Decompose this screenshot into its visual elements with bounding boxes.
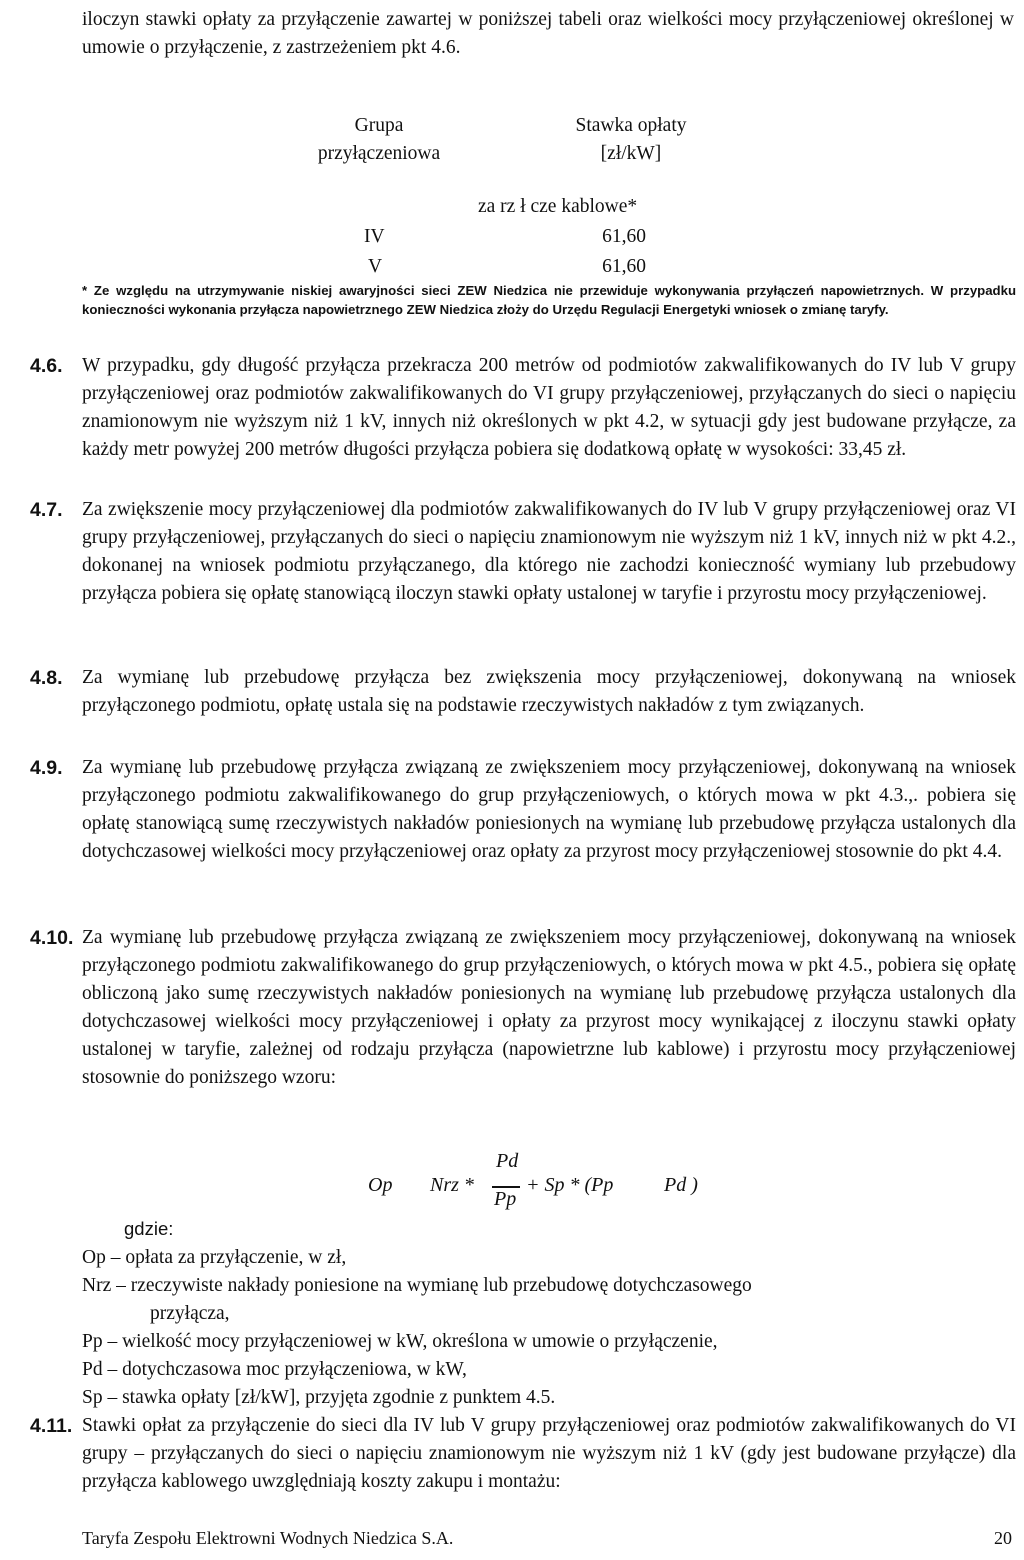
section-text: Za wymianę lub przebudowę przyłącza związaną ze zwiększeniem mocy przyłączeniowej, dokonywaną na wniosek przyłączonego podmiotu zakwalifikowanego do grup przyłączeniowych, o których mowa w pkt 4.5., pobiera się opłatę obliczoną jako sumę rzeczywistych nakładów poniesionych na wymianę lub przebudowę przyłącza ustalonych dla dotychczasowej wielkości mocy przyłączeniowej i opłaty za przyrost mocy wynikającej z iloczynu stawki opłaty ustalonej w taryfie, zależnej od rodzaju przyłącza (napowietrzne lub kablowe) i przyrostu mocy przyłączeniowej stosownie do poniższego wzoru: [82,927,1016,1088]
table-header-group [296,112,462,168]
table-row-rate: 61,60 [602,256,646,277]
table-header-rate [540,112,722,168]
header-rate-line1: Stawka opłaty [575,115,687,136]
formula-nrz: Nrz * [430,1174,474,1196]
table-row-group: V [368,256,383,277]
section-text: Za wymianę lub przebudowę przyłącza bez zwiększenia mocy przyłączeniowej, dokonywaną na wniosek przyłączonego podmiotu, opłatę ustala się na podstawie rzeczywistych nakładów z tym związanych. [82,667,1016,716]
definition-pd: Pd – dotychczasowa moc przyłączeniowa, w kW, [82,1359,467,1380]
definition-nrz-cont: przyłącza, [150,1303,230,1324]
section-number: 4.7. [30,499,63,521]
section-number: 4.6. [30,355,63,377]
table-subheader: za rz ł cze kablowe* [478,196,638,217]
section-text: Za wymianę lub przebudowę przyłącza związaną ze zwiększeniem mocy przyłączeniowej, dokonywaną na wniosek przyłączonego podmiotu zakwalifikowanego do grup przyłączeniowych, o których mowa w pkt 4.3.,. pobiera się opłatę stanowiącą sumę rzeczywistych nakładów poniesionych na wymianę lub przebudowę przyłącza ustalonych dla dotychczasowej wielkości mocy przyłączeniowej oraz opłaty za przyrost mocy przyłączeniowej stosownie do pkt 4.4. [82,757,1016,862]
formula-rest: + Sp * (Pp [526,1174,614,1196]
section-number: 4.8. [30,667,63,689]
formula-numerator: Pd [496,1150,519,1172]
formula [368,1150,728,1210]
header-group-line1: Grupa [354,115,404,136]
section-text: W przypadku, gdy długość przyłącza przekracza 200 metrów od podmiotów zakwalifikowanych do IV lub V grupy przyłączeniowej oraz podmiotów zakwalifikowanych do VI grupy przyłączeniowej, przyłączanych do sieci o napięciu znamionowym nie wyższym niż 1 kV, innych niż określonych w pkt 4.2, w sytuacji gdy jest budowane przyłącze, za każdy metr powyżej 200 metrów długości przyłącza pobiera się dodatkową opłatę w wysokości: 33,45 zł. [82,355,1016,460]
section-number: 4.11. [30,1415,73,1437]
intro-paragraph: iloczyn stawki opłaty za przyłączenie zawartej w poniższej tabeli oraz wielkości mocy przyłączeniowej określonej w umowie o przyłączenie, z zastrzeżeniem pkt 4.6. [82,9,1014,58]
formula-denominator: Pp [494,1188,517,1210]
gdzie-label: gdzie: [124,1218,174,1239]
definition-sp: Sp – stawka opłaty [zł/kW], przyjęta zgodnie z punktem 4.5. [82,1387,556,1408]
table-row-group: IV [364,226,385,247]
section-number: 4.10. [30,927,74,949]
section-text: Stawki opłat za przyłączenie do sieci dla IV lub V grupy przyłączeniowej oraz podmiotów zakwalifikowanych do VI grupy – przyłączanych do sieci o napięciu znamionowym nie wyższym niż 1 kV (gdy jest budowane przyłącze) dla przyłącza kablowego uwzględniają koszty zakupu i montażu: [82,1415,1016,1492]
footer-title: Taryfa Zespołu Elektrowni Wodnych Niedzica S.A. [82,1528,454,1548]
header-group-line2: przyłączeniowa [317,143,441,164]
section-text: Za zwiększenie mocy przyłączeniowej dla podmiotów zakwalifikowanych do IV lub V grupy przyłączeniowej oraz VI grupy przyłączeniowej, przyłączanych do sieci o napięciu znamionowym nie wyższym niż 1 kV, innych niż w pkt 4.2., dokonanej na wniosek podmiotu przyłączanego, dla którego nie zachodzi konieczność wymiany lub przebudowy przyłącza pobiera się opłatę stanowiącą iloczyn stawki opłaty ustalonej w taryfie i przyrostu mocy przyłączeniowej. [82,499,1016,604]
table-row-rate: 61,60 [602,226,646,247]
formula-op: Op [368,1174,393,1196]
definition-nrz: Nrz – rzeczywiste nakłady poniesione na wymianę lub przebudowę dotychczasowego [82,1275,752,1296]
section-number: 4.9. [30,757,63,779]
table-footnote: * Ze względu na utrzymywanie niskiej awaryjności sieci ZEW Niedzica nie przewiduje wykonywania przyłączeń napowietrznych. W przypadku konieczności wykonania przyłącza napowietrznego ZEW Niedzica złoży do Urzędu Regulacji Energetyki wniosek o zmianę taryfy. [82,283,1016,317]
header-rate-line2: [zł/kW] [600,143,662,164]
definition-pp: Pp – wielkość mocy przyłączeniowej w kW, określona w umowie o przyłączenie, [82,1331,718,1352]
page-number: 20 [994,1528,1012,1548]
formula-tail: Pd ) [664,1174,698,1196]
definition-op: Op – opłata za przyłączenie, w zł, [82,1247,347,1268]
